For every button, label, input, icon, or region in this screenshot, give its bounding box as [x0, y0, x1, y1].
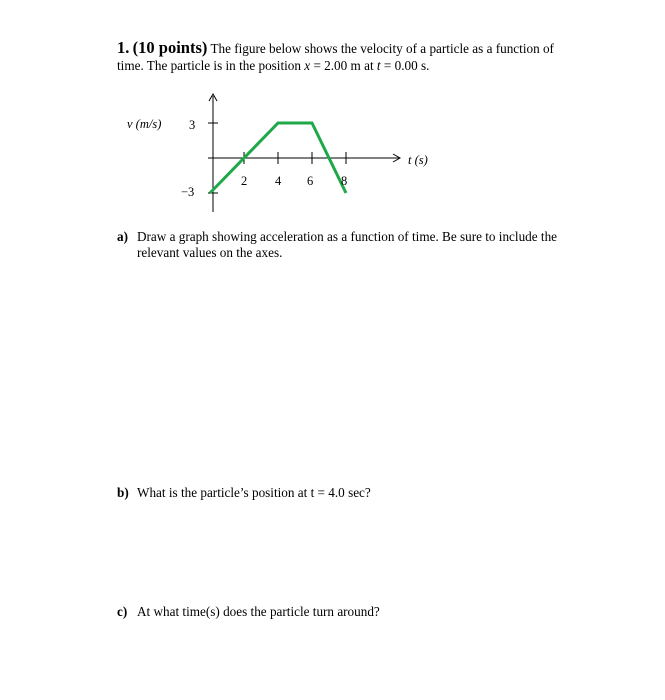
- question-a: [117, 229, 567, 260]
- question-b: [117, 485, 371, 501]
- statement-line-1: The figure below shows the velocity of a particle as a function of: [210, 41, 554, 56]
- problem-number: 1.: [117, 38, 130, 57]
- y-tick-label-3: 3: [189, 118, 196, 132]
- x-tick-label-8: 8: [341, 174, 348, 188]
- question-c: [117, 604, 380, 620]
- question-a-line-2: relevant values on the axes.: [137, 244, 283, 260]
- y-axis-label: v (m/s): [127, 117, 162, 131]
- question-a-line-1: Draw a graph showing acceleration as a function of time. Be sure to include the: [137, 229, 558, 244]
- statement-eq-2: = 0.00 s.: [380, 57, 430, 73]
- velocity-graph: [110, 88, 450, 218]
- question-c-label: c): [117, 604, 128, 619]
- x-axis-label: t (s): [408, 153, 428, 167]
- problem-points: (10 points): [132, 38, 208, 57]
- statement-line-2: time. The particle is in the position: [117, 57, 305, 73]
- statement-eq-1: = 2.00 m at: [310, 57, 377, 73]
- question-b-text: What is the particle’s position at t = 4.0 sec?: [137, 485, 371, 500]
- var-x: x: [304, 57, 311, 73]
- problem-statement: [117, 40, 587, 74]
- var-t: t: [376, 57, 381, 73]
- question-c-text: At what time(s) does the particle turn around?: [137, 604, 380, 619]
- y-tick-label-neg3: −3: [181, 185, 195, 199]
- question-b-label: b): [117, 485, 129, 500]
- x-tick-label-4: 4: [275, 174, 282, 188]
- question-a-label: a): [117, 229, 128, 244]
- x-tick-label-6: 6: [307, 174, 314, 188]
- x-tick-label-2: 2: [241, 174, 248, 188]
